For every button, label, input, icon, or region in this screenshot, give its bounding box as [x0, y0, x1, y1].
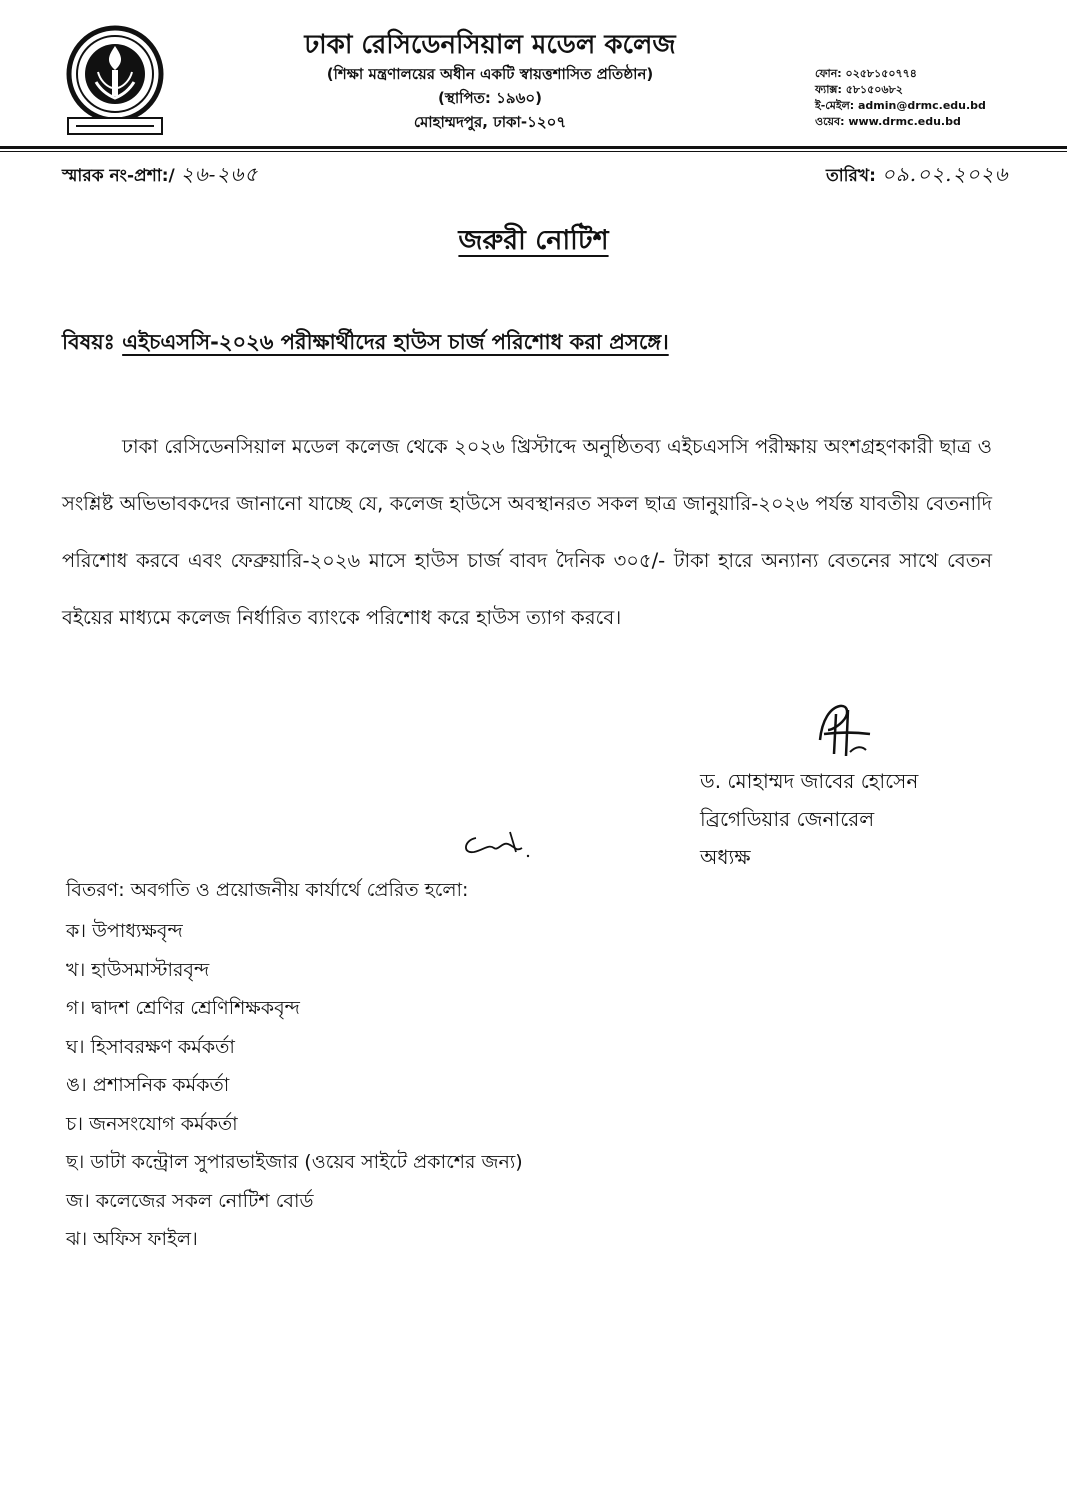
college-address: মোহাম্মদপুর, ঢাকা-১২০৭ — [413, 113, 567, 131]
notice-body: ঢাকা রেসিডেনসিয়াল মডেল কলেজ থেকে ২০২৬ খ্রিস্টাব্দে অনুষ্ঠিতব্য এইচএসসি পরীক্ষায় অংশগ্রহণকারী ছাত্র ও সংশ্লিষ্ট অভিভাবকদের জানানো যাচ্ছে যে, কলেজ হাউসে অবস্থানরত সকল ছাত্র জানুয়ারি-২০২৬ পর্যন্ত যাবতীয় বেতনাদি পরিশোধ করবে এবং ফেব্রুয়ারি-২০২৬ মাসে হাউস চার্জ বাবদ দৈনিক ৩০৫/- টাকা হারে অন্যান্য বেতনের সাথে বেতন বইয়ের মাধ্যমে কলেজ নির্ধারিত ব্যাংকে পরিশোধ করে হাউস ত্যাগ করবে। — [62, 435, 992, 629]
distribution-item: ছ। ডাটা কন্ট্রোল সুপারভাইজার (ওয়েব সাইটে প্রকাশের জন্য) — [66, 1151, 523, 1173]
notice-title: জরুরী নোটিশ — [458, 225, 609, 256]
date-value: ০৯.০২.২০২৬ — [881, 162, 1009, 186]
distribution-item: ঘ। হিসাবরক্ষণ কর্মকর্তা — [66, 1035, 235, 1058]
signer-block — [700, 762, 918, 876]
contact-info — [815, 66, 986, 130]
letterhead — [270, 28, 710, 134]
principal-signature — [800, 700, 900, 760]
signer-title: অধ্যক্ষ — [700, 845, 751, 869]
college-emblem-icon — [62, 22, 168, 138]
header-divider — [0, 146, 1067, 149]
distribution-item: জ। কলেজের সকল নোটিশ বোর্ড — [66, 1189, 314, 1212]
signer-name: ড. মোহাম্মদ জাবের হোসেন — [700, 769, 919, 793]
subject-text: এইচএসসি-২০২৬ পরীক্ষার্থীদের হাউস চার্জ পরিশোধ করা প্রসঙ্গে। — [122, 330, 669, 354]
distribution-item: ক। উপাধ্যক্ষবৃন্দ — [66, 920, 183, 942]
signer-rank: ব্রিগেডিয়ার জেনারেল — [700, 807, 875, 831]
established-year: (স্থাপিত: ১৯৬০) — [438, 89, 542, 107]
header-divider-thin — [0, 151, 1067, 152]
initial-signature — [458, 822, 538, 862]
distribution-item: গ। দ্বাদশ শ্রেণির শ্রেণিশিক্ষকবৃন্দ — [66, 997, 300, 1019]
phone-number: ফোন: ০২৫৮১৫০৭৭৪ — [815, 67, 917, 80]
memo-number: ২৬-২৬৫ — [180, 162, 259, 186]
subject-line — [62, 326, 669, 361]
college-name: ঢাকা রেসিডেনসিয়াল মডেল কলেজ — [304, 30, 676, 60]
email-address: ই-মেইল: admin@drmc.edu.bd — [815, 99, 986, 112]
notice-date — [826, 160, 1009, 193]
date-label: তারিখ: — [826, 166, 876, 186]
notice-title-wrap — [0, 220, 1067, 265]
distribution-item: ঙ। প্রশাসনিক কর্মকর্তা — [66, 1074, 230, 1096]
distribution-item: খ। হাউসমাস্টারবৃন্দ — [66, 958, 210, 981]
subject-label: বিষয়ঃ — [62, 330, 115, 354]
college-subtitle: (শিক্ষা মন্ত্রণালয়ের অধীন একটি স্বায়ত্তশাসিত প্রতিষ্ঠান) — [326, 65, 654, 83]
fax-number: ফ্যাক্স: ৫৮১৫০৬৮২ — [815, 83, 903, 96]
website-address: ওয়েব: www.drmc.edu.bd — [815, 115, 961, 128]
college-logo — [62, 22, 168, 138]
distribution-list — [66, 912, 523, 1259]
distribution-heading: বিতরণ: অবগতি ও প্রয়োজনীয় কার্যার্থে প্রেরিত হলো: — [66, 879, 469, 901]
distribution-item: চ। জনসংযোগ কর্মকর্তা — [66, 1112, 238, 1135]
memo-label: স্মারক নং-প্রশা:/ — [62, 166, 175, 186]
distribution-item: ঝ। অফিস ফাইল। — [66, 1228, 198, 1250]
memo-reference — [62, 160, 258, 193]
